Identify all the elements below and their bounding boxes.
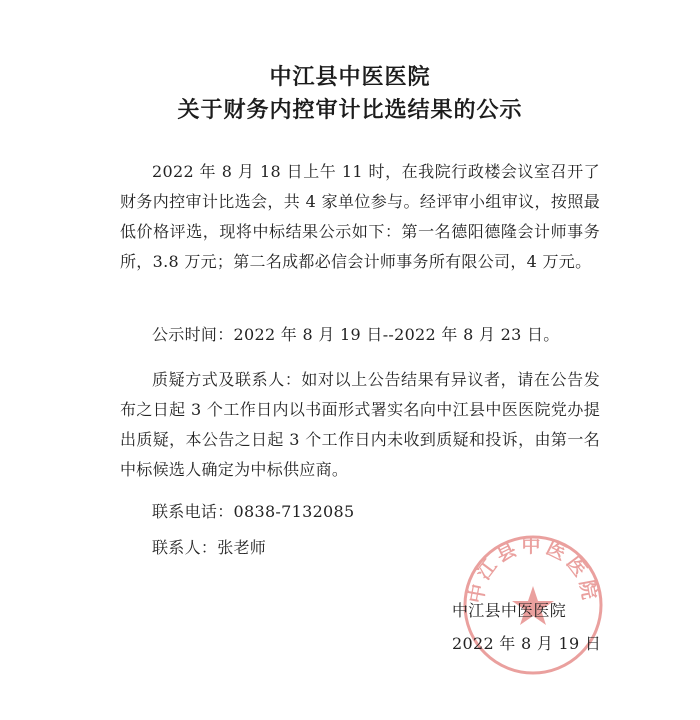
contact-phone: 联系电话：0838-7132085	[152, 502, 355, 521]
signature-date: 2022 年 8 月 19 日	[452, 634, 602, 653]
stamp-text: 中江县中医医院	[465, 535, 601, 606]
announcement-paragraph-objection: 质疑方式及联系人：如对以上公告结果有异议者，请在公告发布之日起 3 个工作日内以书面形式署实名向中江县中医医院党办提出质疑，本公告之日起 3 个工作日内未收到质疑和投诉，由第一名中标候选人确定为中标供应商。	[120, 370, 600, 479]
signature-organization: 中江县中医医院	[452, 601, 567, 620]
document-title-line2: 关于财务内控审计比选结果的公示	[177, 98, 523, 123]
announcement-paragraph-results: 2022 年 8 月 18 日上午 11 时，在我院行政楼会议室召开了财务内控审计比选会，共 4 家单位参与。经评审小组审议，按照最低价格评选，现将中标结果公示如下：第一名德阳德隆会计师事务所，3.8 万元；第二名成都必信会计师事务所有限公司，4 万元。	[120, 162, 600, 271]
announcement-paragraph-period: 公示时间：2022 年 8 月 19 日--2022 年 8 月 23 日。	[152, 325, 560, 344]
contact-person: 联系人：张老师	[152, 538, 267, 557]
document-title-line1: 中江县中医医院	[269, 65, 431, 90]
